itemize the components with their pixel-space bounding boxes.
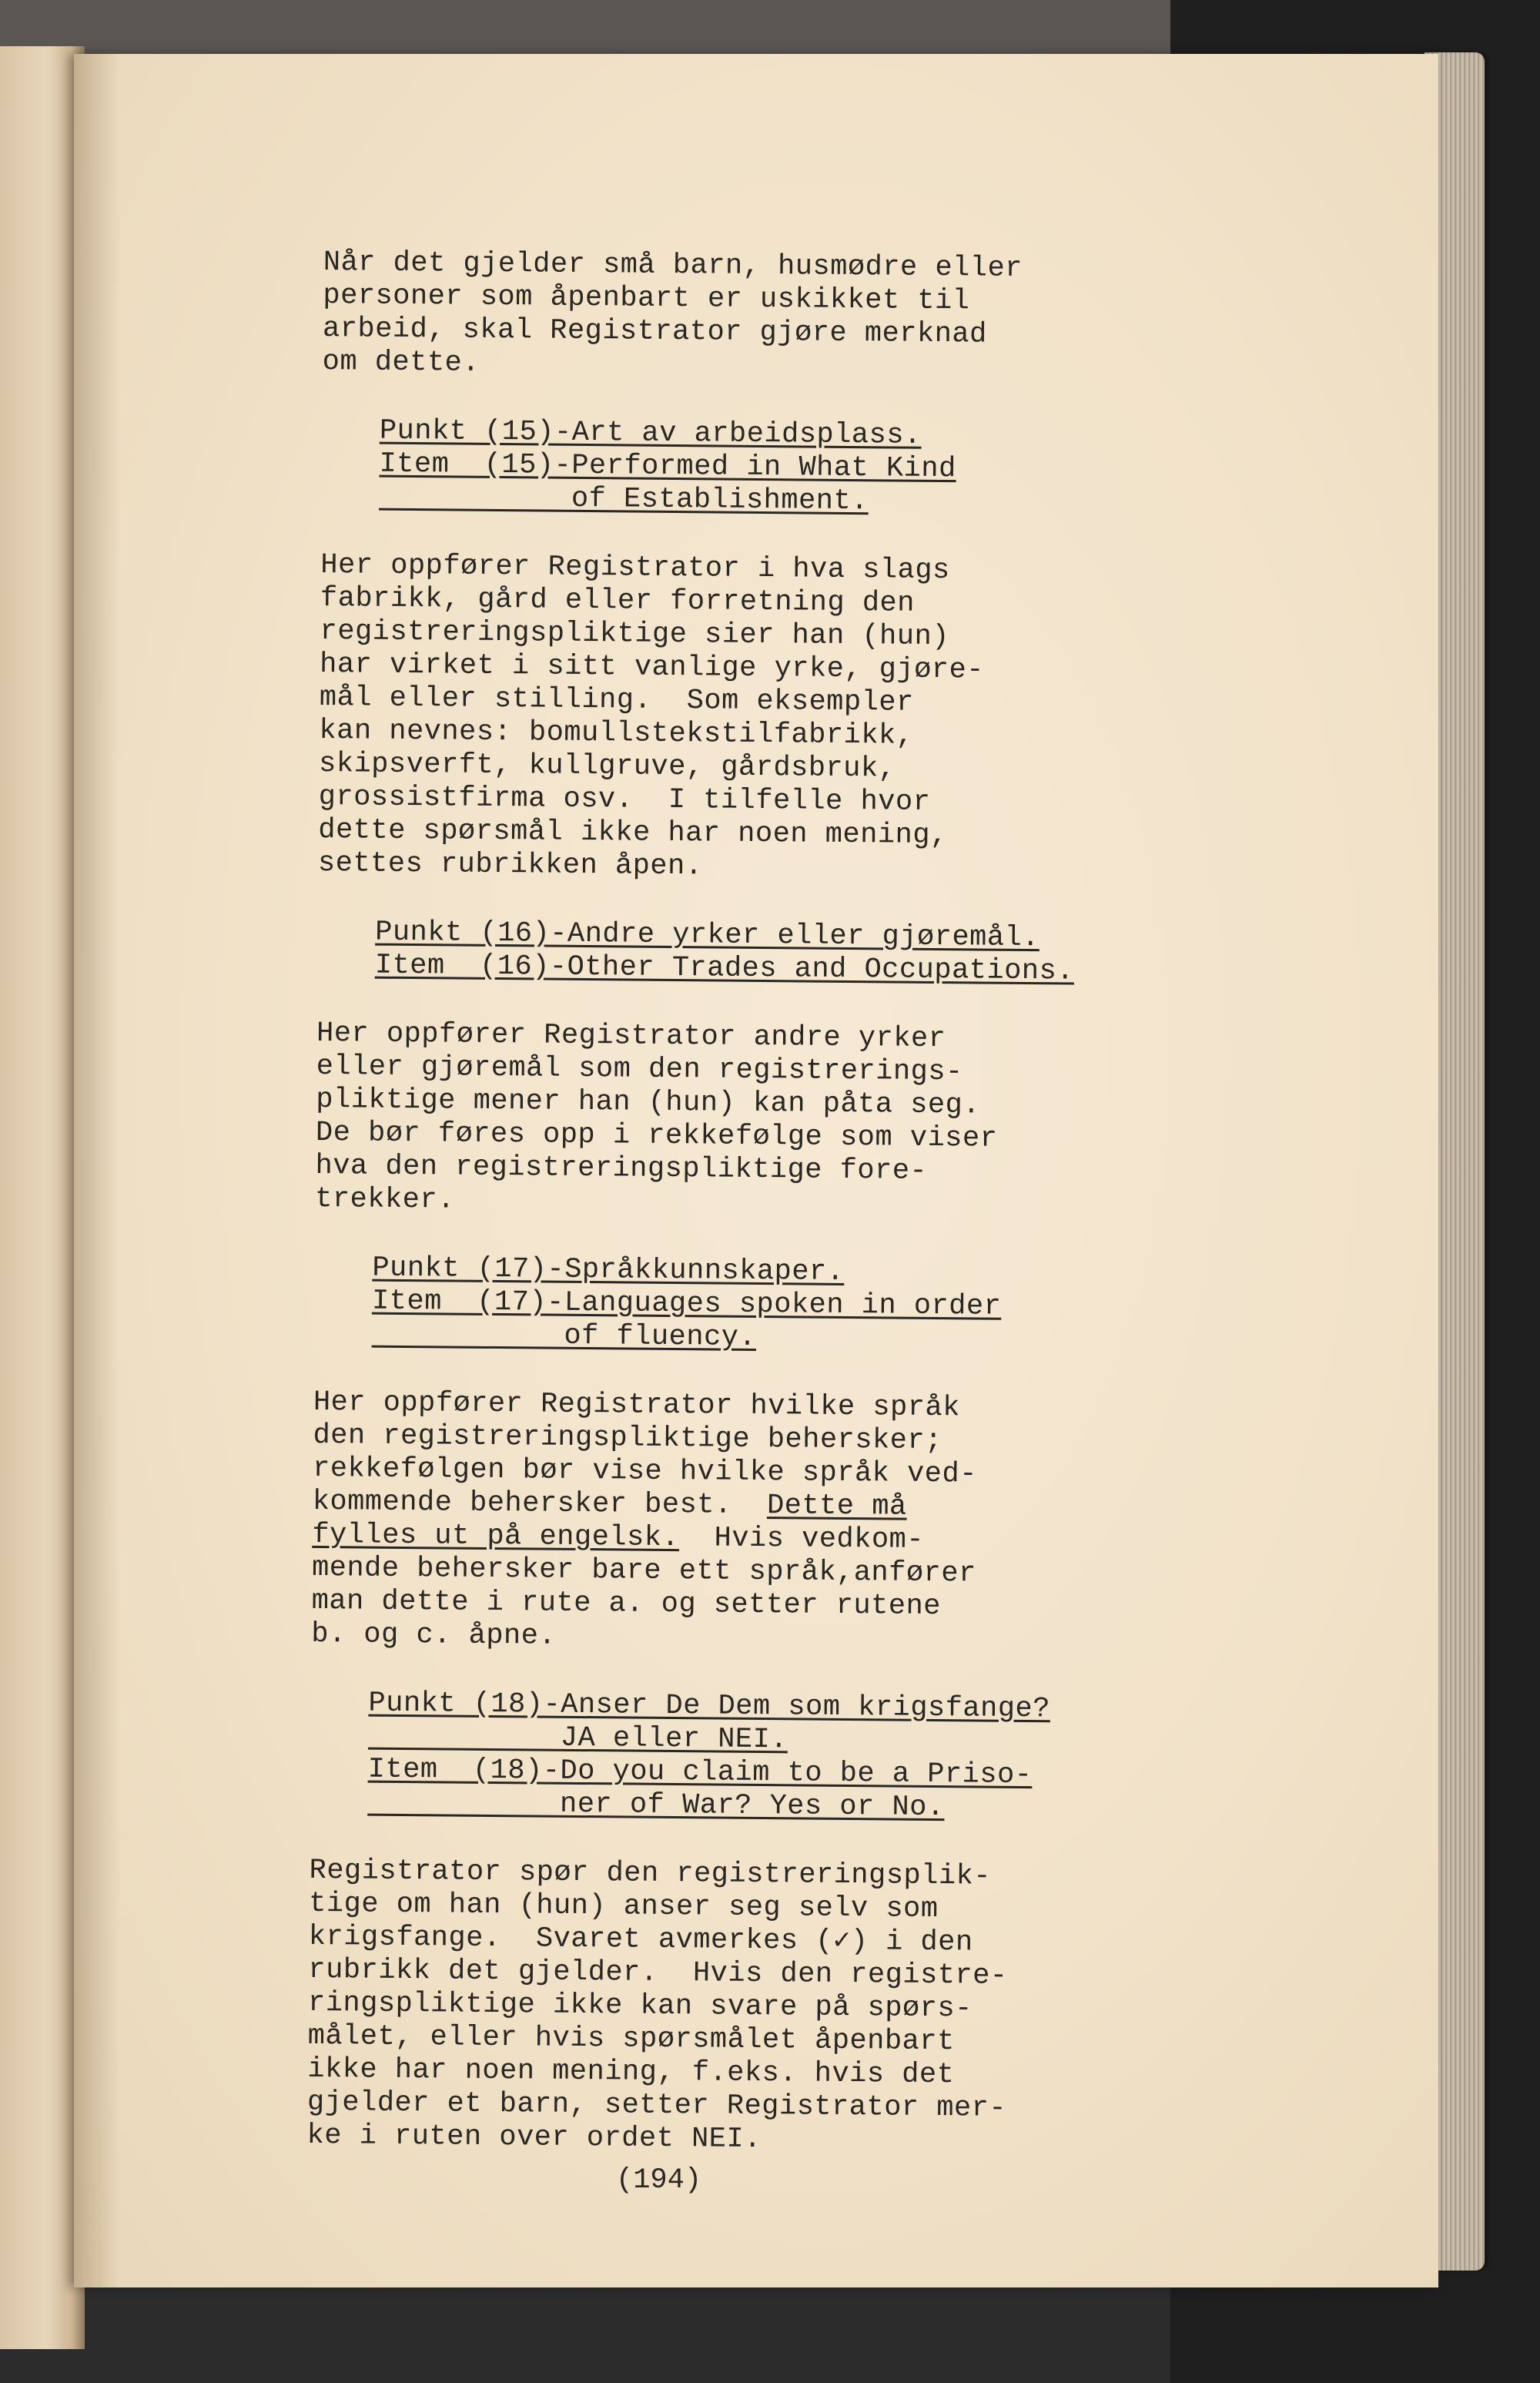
heading-line: of Establishment. (378, 481, 869, 518)
text-line: om dette. (322, 345, 480, 380)
section-body-16 (315, 1017, 1240, 1224)
text-line: man dette i rute a. og setter rutene (311, 1584, 942, 1624)
text-line: gjelder et barn, setter Registrator mer- (306, 2086, 1007, 2125)
heading-line: Item (17)-Languages spoken in order (371, 1285, 1002, 1323)
heading-line: of fluency. (371, 1318, 757, 1354)
text-line: eller gjøremål som den registrerings- (316, 1050, 963, 1089)
text-line: grossistfirma osv. I tilfelle hvor (318, 780, 931, 819)
text-line: den registreringspliktige behersker; (313, 1419, 943, 1458)
section-body-18 (306, 1855, 1233, 2160)
text-line: krigsfange. Svaret avmerkes (✓) i den (308, 1920, 973, 1959)
text-segment: Hvis vedkom- (678, 1522, 925, 1557)
heading-line: Punkt (16)-Andre yrker eller gjøremål. (375, 916, 1040, 955)
section-body-15 (318, 549, 1245, 888)
heading-line: Punkt (15)-Art av arbeidsplass. (379, 414, 922, 452)
text-line: personer som åpenbart er uskikket til (323, 279, 970, 318)
text-line: Her oppfører Registrator andre yrker (316, 1017, 946, 1056)
text-line: dette spørsmål ikke har noen mening, (318, 813, 948, 853)
text-line: hva den registreringspliktige fore- (315, 1149, 928, 1188)
text-line: De bør føres opp i rekkefølge som viser (315, 1116, 998, 1155)
text-line: ikke har noen mening, f.eks. hvis det (307, 2053, 955, 2092)
text-line: ke i ruten over ordet NEI. (306, 2119, 762, 2157)
text-line: målet, eller hvis spørsmålet åpenbart (307, 2019, 955, 2059)
text-line: Her oppfører Registrator i hva slags (320, 548, 950, 588)
intro-paragraph (322, 246, 1247, 387)
text-line: ringspliktige ikke kan svare på spørs- (307, 1986, 973, 2026)
facing-page-edge (0, 46, 85, 2349)
section-heading-17 (371, 1252, 1238, 1359)
underlined-text: fylles ut på engelsk. (312, 1518, 680, 1555)
heading-line: Punkt (18)-Anser De Dem som krigsfange? (368, 1687, 1051, 1726)
heading-line: ner of War? Yes or No. (367, 1786, 945, 1825)
text-line: registreringspliktige sier han (hun) (320, 615, 950, 654)
underlined-text: Dette må (766, 1490, 907, 1523)
text-line: mende behersker bare ett språk,anfører (311, 1551, 976, 1590)
heading-line: Item (15)-Performed in What Kind (379, 447, 956, 486)
heading-line: Item (18)-Do you claim to be a Priso- (367, 1753, 1033, 1792)
text-line: rubrikk det gjelder. Hvis den registre- (308, 1953, 1008, 1993)
text-line: tige om han (hun) anser seg selv som (309, 1887, 939, 1926)
text-line: fabrikk, gård eller forretning den (320, 582, 916, 620)
text-line: settes rubrikken åpen. (317, 846, 703, 883)
section-heading-16 (375, 917, 1242, 990)
text-line: b. og c. åpne. (311, 1617, 557, 1653)
page-number: (194) (616, 2164, 702, 2197)
section-heading-15 (379, 415, 1246, 522)
text-line: skipsverft, kullgruve, gårdsbruk, (318, 747, 896, 786)
text-line: Registrator spør den registreringsplik- (309, 1854, 992, 1893)
text-line: arbeid, skal Registrator gjøre merknad (322, 312, 987, 351)
text-line: Når det gjelder små barn, husmødre eller (323, 246, 1023, 285)
heading-line: Item (16)-Other Trades and Occupations. (374, 949, 1075, 988)
text-segment: kommende behersker best. (312, 1485, 768, 1523)
heading-line: Punkt (17)-Språkkunnskaper. (372, 1252, 845, 1289)
gutter-shadow (74, 54, 120, 2287)
section-heading-18 (367, 1688, 1234, 1828)
page-text (306, 246, 1247, 2160)
text-line: kan nevnes: bomullstekstilfabrikk, (319, 714, 914, 752)
text-line: mål eller stilling. Som eksempler (319, 681, 914, 719)
section-body-17 (311, 1386, 1237, 1659)
backdrop (0, 0, 1170, 54)
text-line: rekkefølgen bør vise hvilke språk ved- (312, 1452, 978, 1491)
heading-line: JA eller NEI. (367, 1720, 788, 1757)
text-line: pliktige mener han (hun) kan påta seg. (316, 1083, 981, 1122)
text-line: trekker. (315, 1182, 456, 1217)
text-line: har virket i sitt vanlige yrke, gjøre- (320, 648, 985, 687)
text-line: Her oppfører Registrator hvilke språk (313, 1386, 961, 1425)
